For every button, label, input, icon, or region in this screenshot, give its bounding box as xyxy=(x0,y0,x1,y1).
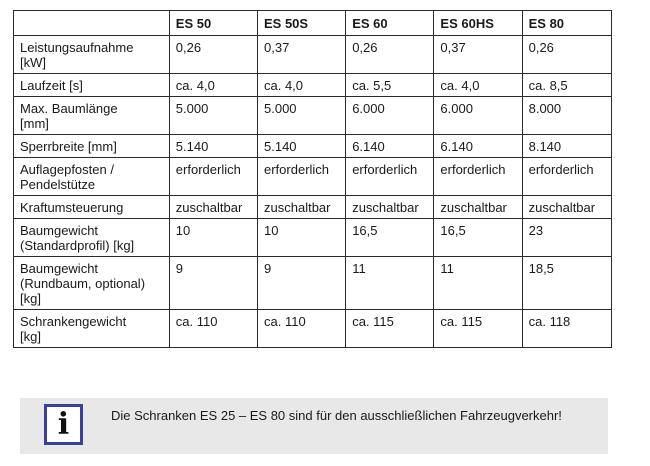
table-row xyxy=(14,135,612,158)
table-cell: 10 xyxy=(169,219,257,257)
table-header-cell xyxy=(14,11,170,36)
table-cell: ca. 115 xyxy=(346,310,434,348)
table-row xyxy=(14,97,612,135)
notice-text: Die Schranken ES 25 – ES 80 sind für den ausschließlichen Fahrzeugverkehr! xyxy=(111,408,562,423)
row-label-line: Schrankengewicht xyxy=(20,314,127,329)
table-cell: 0,26 xyxy=(169,36,257,74)
row-label xyxy=(14,135,170,158)
row-label-line: Pendelstütze xyxy=(20,177,96,192)
table-header-cell: ES 50S xyxy=(258,11,346,36)
table-header-cell: ES 50 xyxy=(169,11,257,36)
row-label xyxy=(14,158,170,196)
table-cell: ca. 115 xyxy=(434,310,522,348)
table-row xyxy=(14,196,612,219)
table-cell: ca. 4,0 xyxy=(258,74,346,97)
table-cell: ca. 110 xyxy=(258,310,346,348)
table-header-row xyxy=(14,11,612,36)
table-cell: 8.000 xyxy=(522,97,611,135)
table-cell: erforderlich xyxy=(434,158,522,196)
row-label-line: Auflagepfosten / xyxy=(20,162,114,177)
table-cell: 5.140 xyxy=(169,135,257,158)
table-cell: 11 xyxy=(434,257,522,310)
table-cell: zuschaltbar xyxy=(434,196,522,219)
table-cell: 6.140 xyxy=(434,135,522,158)
table-cell: 6.000 xyxy=(434,97,522,135)
row-label-line: (Standardprofil) [kg] xyxy=(20,238,135,253)
row-label xyxy=(14,74,170,97)
row-label-line: Baumgewicht xyxy=(20,261,99,276)
row-label-line: Max. Baumlänge xyxy=(20,101,118,116)
row-label-line: [kg] xyxy=(20,291,41,306)
table-row xyxy=(14,219,612,257)
row-label-line: Laufzeit [s] xyxy=(20,78,83,93)
table-cell: 5.000 xyxy=(258,97,346,135)
row-label xyxy=(14,97,170,135)
table-cell: 23 xyxy=(522,219,611,257)
row-label xyxy=(14,36,170,74)
table-cell: 9 xyxy=(258,257,346,310)
table-cell: zuschaltbar xyxy=(522,196,611,219)
row-label-line: [kg] xyxy=(20,329,41,344)
table-cell: 0,37 xyxy=(434,36,522,74)
table-row xyxy=(14,310,612,348)
info-icon xyxy=(44,404,83,445)
table-cell: erforderlich xyxy=(258,158,346,196)
row-label-line: Sperrbreite [mm] xyxy=(20,139,117,154)
table-cell: ca. 110 xyxy=(169,310,257,348)
row-label xyxy=(14,257,170,310)
table-cell: ca. 8,5 xyxy=(522,74,611,97)
table-cell: 0,26 xyxy=(522,36,611,74)
table-cell: 11 xyxy=(346,257,434,310)
table-cell: 9 xyxy=(169,257,257,310)
table-cell: 0,26 xyxy=(346,36,434,74)
notice-box xyxy=(20,398,608,454)
table-cell: erforderlich xyxy=(346,158,434,196)
table-cell: 8.140 xyxy=(522,135,611,158)
table-cell: 6.140 xyxy=(346,135,434,158)
table-cell: 10 xyxy=(258,219,346,257)
table-cell: 18,5 xyxy=(522,257,611,310)
table-cell: 5.140 xyxy=(258,135,346,158)
row-label-line: (Rundbaum, optional) xyxy=(20,276,146,291)
table-cell: ca. 4,0 xyxy=(434,74,522,97)
row-label-line: Leistungsaufnahme xyxy=(20,40,134,55)
row-label-line: Baumgewicht xyxy=(20,223,99,238)
row-label-line: [mm] xyxy=(20,116,49,131)
table-row xyxy=(14,158,612,196)
table-cell: 16,5 xyxy=(346,219,434,257)
table-row xyxy=(14,257,612,310)
table-cell: ca. 4,0 xyxy=(169,74,257,97)
spec-table xyxy=(13,10,612,348)
table-cell: zuschaltbar xyxy=(258,196,346,219)
table-cell: 5.000 xyxy=(169,97,257,135)
table-header-cell: ES 60 xyxy=(346,11,434,36)
table-header-cell: ES 60HS xyxy=(434,11,522,36)
table-row xyxy=(14,36,612,74)
table-cell: 0,37 xyxy=(258,36,346,74)
table-cell: erforderlich xyxy=(522,158,611,196)
row-label-line: [kW] xyxy=(20,55,46,70)
table-cell: 6.000 xyxy=(346,97,434,135)
table-cell: erforderlich xyxy=(169,158,257,196)
table-body xyxy=(14,36,612,348)
table-header-cell: ES 80 xyxy=(522,11,611,36)
table-row xyxy=(14,74,612,97)
table-cell: zuschaltbar xyxy=(346,196,434,219)
row-label xyxy=(14,310,170,348)
row-label xyxy=(14,219,170,257)
info-icon-glyph: i xyxy=(57,406,70,442)
row-label xyxy=(14,196,170,219)
table-cell: zuschaltbar xyxy=(169,196,257,219)
table-cell: ca. 118 xyxy=(522,310,611,348)
table-cell: ca. 5,5 xyxy=(346,74,434,97)
table-cell: 16,5 xyxy=(434,219,522,257)
row-label-line: Kraftumsteuerung xyxy=(20,200,124,215)
